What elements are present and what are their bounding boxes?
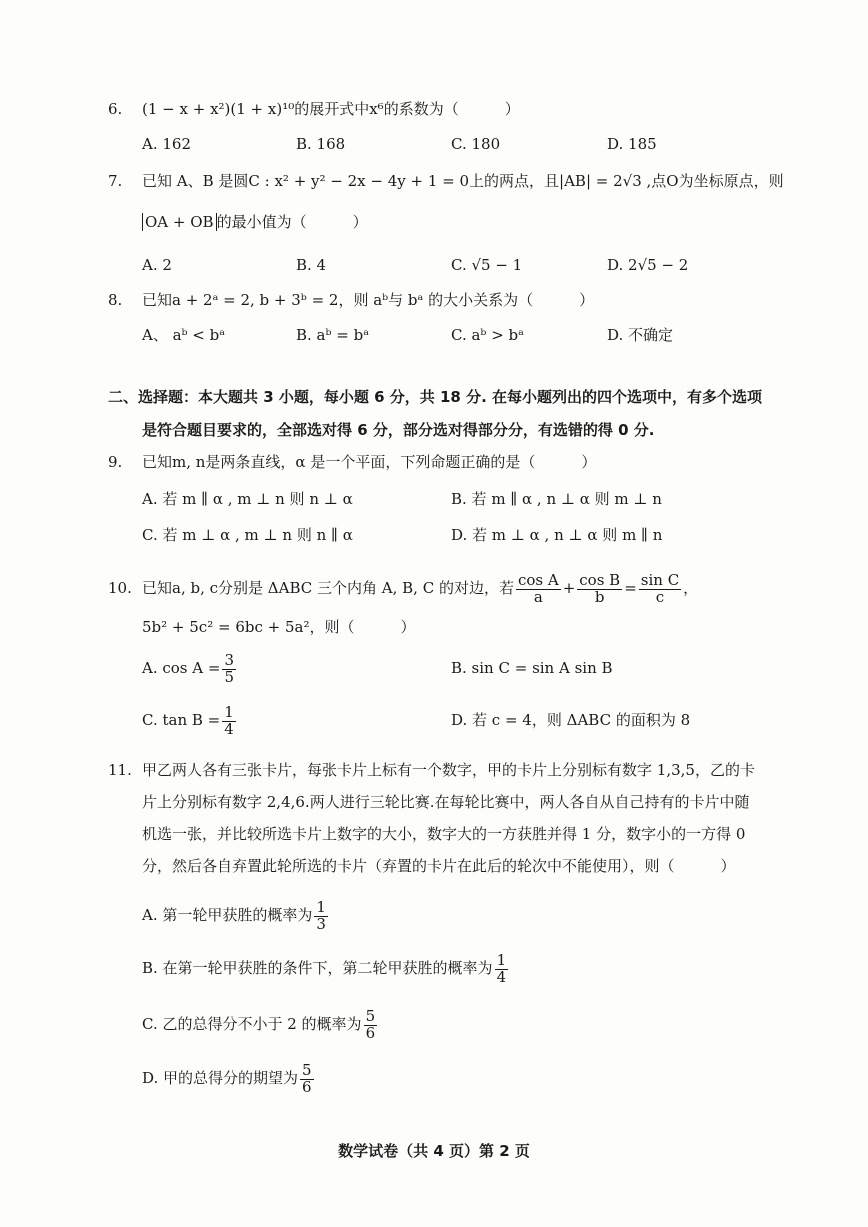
answer-paren-close: ）	[352, 213, 368, 231]
option-a: A. cos A = $\frac{3}{5}$	[142, 650, 234, 686]
section-2-heading: 二、选择题：本大题共 3 小题，每小题 6 分，共 18 分. 在每小题列出的四个选项中，有多个选项	[108, 388, 763, 406]
question-text: 已知a, b, c分别是 ΔABC 三个内角 A, B, C 的对边，若	[142, 579, 514, 597]
option-b: B. 若 m ∥ α , n ⊥ α 则 m ⊥ n	[451, 490, 662, 508]
question-number: 11.	[108, 761, 132, 779]
option-d: D. 甲的总得分的期望为 $\frac{5}{6}$	[142, 1060, 312, 1096]
option-c: C. 若 m ⊥ α , m ⊥ n 则 n ∥ α	[142, 526, 353, 544]
question-text: 甲乙两人各有三张卡片，每张卡片上标有一个数字，甲的卡片上分别标有数字 1,3,5，乙的卡	[142, 761, 755, 779]
option-a: A. 第一轮甲获胜的概率为 $\frac{1}{3}$	[142, 897, 326, 933]
question-text-cont: 的最小值为（	[216, 213, 307, 231]
question-text: 已知a + 2ᵃ = 2, b + 3ᵇ = 2，则 aᵇ与 bᵃ 的大小关系为（	[142, 291, 534, 309]
option-a: A. 162	[142, 135, 191, 153]
question-number: 9.	[108, 453, 123, 471]
answer-paren-close: ）	[504, 100, 520, 118]
option-d: D. 2√5 − 2	[607, 256, 689, 274]
answer-paren-close: ）	[720, 857, 736, 875]
question-text-cont: 5b² + 5c² = 6bc + 5a²，则（	[142, 618, 355, 636]
option-c: C. tan B = $\frac{1}{4}$	[142, 702, 234, 738]
option-a: A. 2	[142, 256, 172, 274]
question-number: 6.	[108, 100, 123, 118]
fraction-cosB-over-b: $\frac{\text{cos B}}{b}$	[579, 570, 621, 606]
option-d: D. 若 c = 4，则 ΔABC 的面积为 8	[451, 711, 691, 729]
option-d: D. 不确定	[607, 326, 674, 344]
question-text: 已知 A、B 是圆C : x² + y² − 2x − 4y + 1 = 0上的两点，且|AB| = 2√3 ,点O为坐标原点，则	[142, 172, 784, 190]
section-2-heading-cont: 是符合题目要求的，全部选对得 6 分，部分选对得部分分，有选错的得 0 分.	[142, 421, 655, 439]
option-c: C. √5 − 1	[451, 256, 523, 274]
fraction-sinC-over-c: $\frac{\text{sin C}}{c}$	[640, 570, 680, 606]
option-b: B. 在第一轮甲获胜的条件下，第二轮甲获胜的概率为 $\frac{1}{4}$	[142, 950, 507, 986]
answer-paren-close: ）	[579, 291, 595, 309]
page-footer: 数学试卷（共 4 页）第 2 页	[338, 1142, 530, 1160]
option-c: C. 180	[451, 135, 501, 153]
question-number: 8.	[108, 291, 123, 309]
option-b: B. 168	[296, 135, 346, 153]
question-text-cont: 分，然后各自弃置此轮所选的卡片（弃置的卡片在此后的轮次中不能使用），则（ ）	[142, 857, 736, 875]
answer-paren-close: ）	[400, 618, 416, 636]
question-text-cont: 片上分别标有数字 2,4,6.两人进行三轮比赛.在每轮比赛中，两人各自从自己持有的卡片中随	[142, 793, 750, 811]
option-c: C. aᵇ > bᵃ	[451, 326, 524, 344]
question-text: (1 − x + x²)(1 + x)¹⁰的展开式中x⁶的系数为（	[142, 100, 459, 118]
option-d: D. 若 m ⊥ α , n ⊥ α 则 m ∥ n	[451, 526, 663, 544]
option-b: B. 4	[296, 256, 327, 274]
question-number: 7.	[108, 172, 123, 190]
fraction-cosA-over-a: $\frac{\text{cos A}}{a}$	[517, 570, 559, 606]
option-d: D. 185	[607, 135, 657, 153]
exam-page: 6. (1 − x + x²)(1 + x)¹⁰的展开式中x⁶的系数为（ ） A. 162 B. 168 C. 180 D. 185 7. 已知 A、B 是圆C : x² + y² − 2x − 4y + 1 = 0上的两点，且|AB| = 2√3 ,点O为坐标原点，则 OA + OB 的最小值为（ ） A. 2 B. 4 C. √5 − 1 D. 2√5 − 2 8. 已知a + 2ᵃ = 2, b + 3ᵇ = 2，则 aᵇ与 bᵃ 的大小关系为（ ） A、 aᵇ < bᵃ B. aᵇ = bᵃ C. aᵇ > bᵃ D. 不确定 二、选择题：本大题共 3 小题，每小题 6 分，共 18 分. 在每小题列出的四个选项中，有多个选项 是符合题目要求的，全部选对得 6 分，部分选对得部分分，有选错的得 0 分. 9. 已知m, n是两条直线，α 是一个平面，下列命题正确的是（ ） A. 若 m ∥ α , m ⊥ n 则 n ⊥ α B. 若 m ∥ α , n ⊥ α 则 m ⊥ n C. 若 m ⊥ α , m ⊥ n 则 n ∥ α D. 若 m ⊥ α , n ⊥ α 则 m ∥ n 10. 已知a, b, c分别是 ΔABC 三个内角 A, B, C 的对边，若 $\frac{\text{cos A}}{a}$ + $\frac{\text{cos B}}{b}$ = $\frac{\text{sin C}}{c}$ ， 5b² + 5c² = 6bc + 5a²，则（ ） A. cos A = $\frac{3}{5}$ B. sin C = sin A sin B C. tan B = $\frac{1}{4}$ D. 若 c = 4，则 ΔABC 的面积为 8 11. 甲乙两人各有三张卡片，每张卡片上标有一个数字，甲的卡片上分别标有数字 1,3,5，乙的卡 片上分别标有数字 2,4,6.两人进行三轮比赛.在每轮比赛中，两人各自从自己持有的卡片中随 机选一张，并比较所选卡片上数字的大小，数字大的一方获胜并得 1 分，数字小的一方得 0 分，然后各自弃置此轮所选的卡片（弃置的卡片在此后的轮次中不能使用），则（ ） A. 第一轮甲获胜的概率为 $\frac{1}{3}$ B. 在第一轮甲获胜的条件下，第二轮甲获胜的概率为 $\frac{1}{4}$ C. 乙的总得分不小于 2 的概率为 $\frac{5}{6}$ D. 甲的总得分的期望为 $\frac{5}{6}$ 数学试卷（共 4 页）第 2 页	[0, 0, 868, 1227]
option-c: C. 乙的总得分不小于 2 的概率为 $\frac{5}{6}$	[142, 1006, 376, 1042]
question-text-cont: 机选一张，并比较所选卡片上数字的大小，数字大的一方获胜并得 1 分，数字小的一方得 0	[142, 825, 746, 843]
question-number: 10.	[108, 579, 132, 597]
option-b: B. sin C = sin A sin B	[451, 659, 613, 677]
vector-sum-abs: OA + OB	[142, 213, 217, 231]
question-text: 已知m, n是两条直线，α 是一个平面，下列命题正确的是（	[142, 453, 536, 471]
option-b: B. aᵇ = bᵃ	[296, 326, 369, 344]
answer-paren-close: ）	[581, 453, 597, 471]
option-a: A. 若 m ∥ α , m ⊥ n 则 n ⊥ α	[142, 490, 353, 508]
option-a: A、 aᵇ < bᵃ	[142, 326, 226, 344]
